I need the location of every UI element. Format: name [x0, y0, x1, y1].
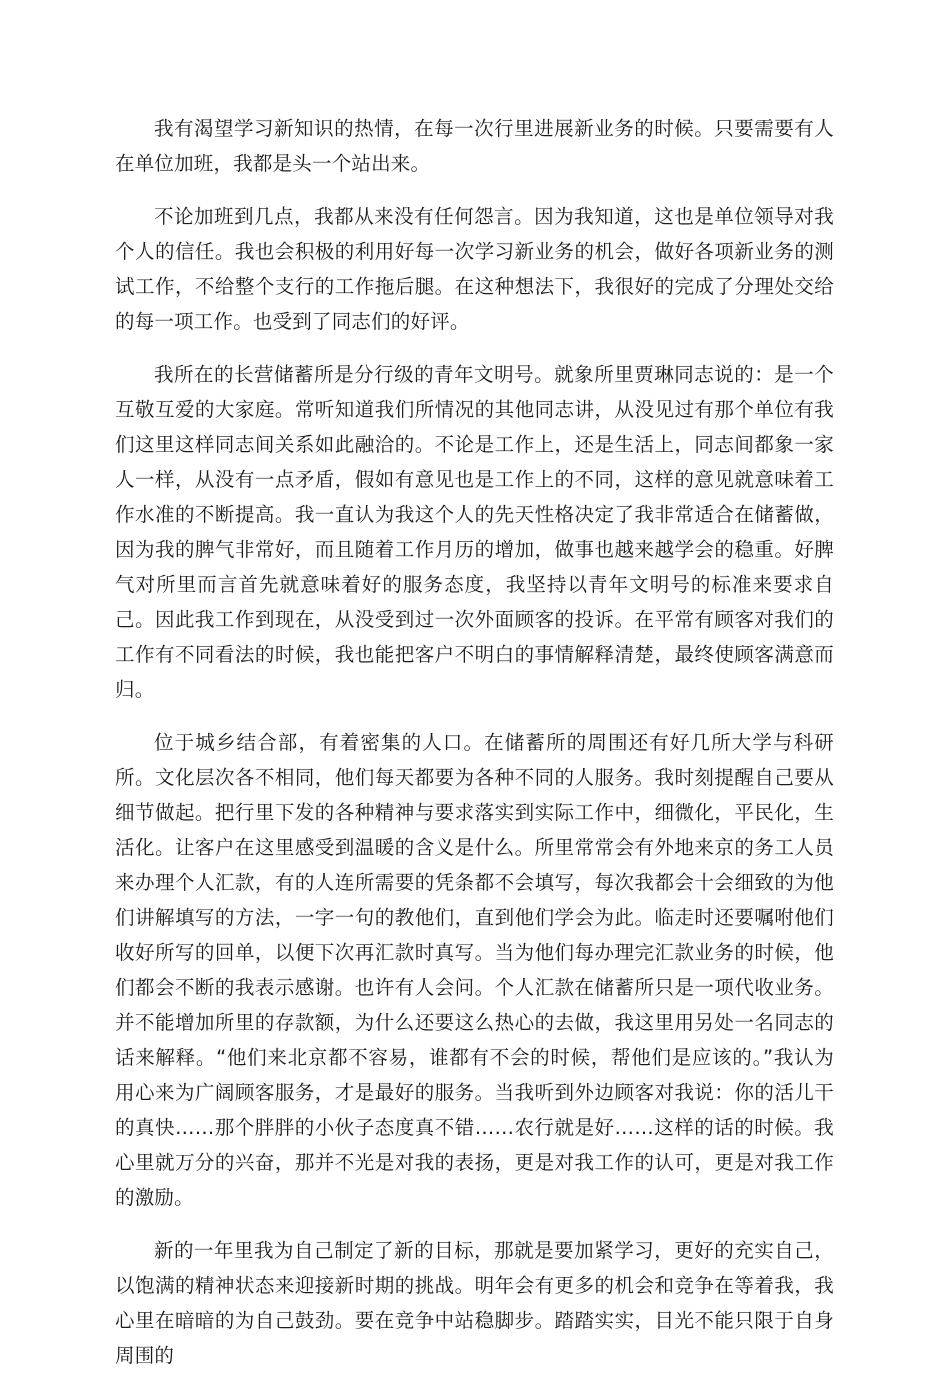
paragraph-2: 不论加班到几点，我都从来没有任何怨言。因为我知道，这也是单位领导对我个人的信任。我也会积极的利用好每一次学习新业务的机会，做好各项新业务的测试工作，不给整个支行的工作拖后腿。在这种想法下，我很好的完成了分理处交给的每一项工作。也受到了同志们的好评。 — [115, 205, 834, 333]
paragraph-1: 我有渴望学习新知识的热情，在每一次行里进展新业务的时候。只要需要有人在单位加班，我都是头一个站出来。 — [115, 117, 834, 175]
document-page — [115, 111, 834, 1391]
paragraph-4: 位于城乡结合部，有着密集的人口。在储蓄所的周围还有好几所大学与科研所。文化层次各不相同，他们每天都要为各种不同的人服务。我时刻提醒自己要从细节做起。把行里下发的各种精神与要求落实到实际工作中，细微化，平民化，生活化。让客户在这里感受到温暖的含义是什么。所里常常会有外地来京的务工人员来办理个人汇款，有的人连所需要的凭条都不会填写，每次我都会十会细致的为他们讲解填写的方法，一字一句的教他们，直到他们学会为此。临走时还要嘱咐他们收好所写的回单，以便下次再汇款时真写。当为他们每办理完汇款业务的时候，他们都会不断的我表示感谢。也许有人会问。个人汇款在储蓄所只是一项代收业务。并不能增加所里的存款额，为什么还要这么热心的去做，我这里用另处一名同志的话来解释。“他们来北京都不容易，谁都有不会的时候，帮他们是应该的。”我认为用心来为广阔顾客服务，才是最好的服务。当我听到外边顾客对我说：你的活儿干的真快……那个胖胖的小伙子态度真不错……农行就是好……这样的话的时候。我心里就万分的兴奋，那并不光是对我的表扬，更是对我工作的认可，更是对我工作的激励。 — [115, 731, 834, 1209]
paragraph-5: 新的一年里我为自己制定了新的目标，那就是要加紧学习，更好的充实自己，以饱满的精神状态来迎接新时期的挑战。明年会有更多的机会和竞争在等着我，我心里在暗暗的为自己鼓劲。要在竞争中站稳脚步。踏踏实实，目光不能只限于自身周围的 — [115, 1239, 834, 1367]
paragraph-3: 我所在的长营储蓄所是分行级的青年文明号。就象所里贾琳同志说的：是一个互敬互爱的大家庭。常听知道我们所情况的其他同志讲，从没见过有那个单位有我们这里这样同志间关系如此融洽的。不论是工作上，还是生活上，同志间都象一家人一样，从没有一点矛盾，假如有意见也是工作上的不同，这样的意见就意味着工作水准的不断提高。我一直认为我这个人的先天性格决定了我非常适合在储蓄做，因为我的脾气非常好，而且随着工作月历的增加，做事也越来越学会的稳重。好脾气对所里而言首先就意味着好的服务态度，我坚持以青年文明号的标准来要求自己。因此我工作到现在，从没受到过一次外面顾客的投诉。在平常有顾客对我们的工作有不同看法的时候，我也能把客户不明白的事情解释清楚，最终使顾客满意而归。 — [115, 363, 834, 701]
